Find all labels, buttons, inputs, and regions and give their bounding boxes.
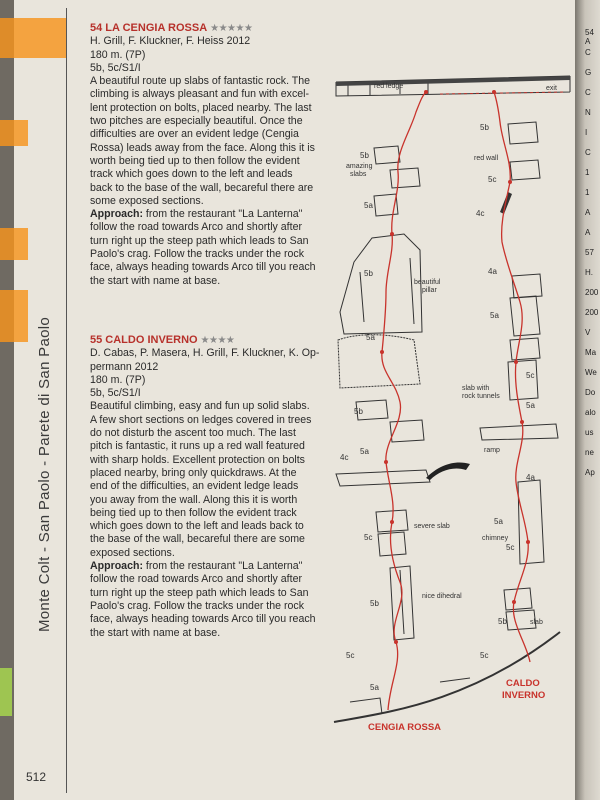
route-55-description-line: being tied up to then follow the evident track (90, 506, 297, 519)
label-slabs: slabs (350, 171, 367, 178)
route-55-description-line: which goes down to the left and leads back to (90, 520, 304, 533)
route-54-approach-line: follow the road towards Arco and shortly after (90, 221, 302, 234)
facing-page-fragment: ne (585, 448, 594, 457)
page-number: 512 (26, 770, 47, 784)
right-block (504, 588, 532, 610)
route-55-description-line: end of the difficulties, an evident ledge leads (90, 480, 299, 493)
facing-page-fragment: 57 (585, 248, 594, 257)
route-54-approach-line: Paolo's crag. Follow the tracks under the rock (90, 248, 304, 261)
route-55-description-line: with sharp holds. Excellent protection on bolts (90, 453, 305, 466)
slab-tunnels (508, 360, 538, 400)
grade-label-left: 5a (360, 447, 369, 456)
route-55-length: 180 m. (7P) (90, 373, 146, 386)
route-55-approach-line: Approach: from the restaurant "La Lanterna" (90, 560, 303, 573)
route-54-description-line: some exposed sections. (90, 194, 204, 207)
grade-label-right: 5a (490, 311, 499, 320)
route-54-stars: ★★★★★ (210, 23, 253, 34)
route-55-approach-line: the start with name at base. (90, 626, 221, 639)
facing-page-edge (583, 0, 600, 800)
grade-label-left: 5b (370, 599, 379, 608)
facing-page-fragment: C (585, 48, 591, 57)
route-54-length: 180 m. (7P) (90, 48, 146, 61)
beautiful-pillar (340, 234, 422, 334)
right-block (510, 160, 540, 180)
base-blocks (350, 678, 470, 714)
label-red-ledge: red ledge (374, 83, 404, 90)
grade-label-right: 5a (526, 401, 535, 410)
left-block (390, 168, 420, 188)
label-amazing: amazing (346, 163, 373, 170)
base-ground (334, 632, 560, 722)
label-slab-with: slab with (462, 385, 490, 392)
route-55-description-line: placed nearby, bring only quickdraws. At the (90, 466, 297, 479)
route-54-description-line: difficulties are over an evident ledge (Cengia (90, 128, 299, 141)
right-block (508, 122, 538, 144)
label-chimney: chimney (482, 535, 509, 542)
right-block (510, 296, 540, 336)
label-rock-tunnels: rock tunnels (462, 393, 500, 400)
grade-label-right: 4c (476, 209, 485, 218)
route-55-approach-line: face, always heading towards Arco till you reach (90, 613, 316, 626)
route-54-description-line: two pitches are especially beautiful. Once the (90, 115, 303, 128)
route-54-approach-line: face, always heading towards Arco till you reach (90, 261, 316, 274)
grade-label-left: 5b (364, 269, 373, 278)
route-54-description (90, 75, 322, 208)
route-55-approach-label: Approach: (90, 560, 143, 573)
grade-label-right: 5c (488, 175, 497, 184)
facing-page-fragment: Do (585, 388, 596, 397)
route-55-block (90, 334, 322, 640)
label-cengia-rossa: CENGIA ROSSA (368, 722, 442, 732)
orange-side-tab (0, 120, 28, 146)
overhang-4c (426, 463, 470, 480)
route-55-description-line: pitch is fantastic, it runs up a red wall featured (90, 440, 305, 453)
grade-label-right: 5c (506, 543, 515, 552)
grade-label-left: 4c (340, 453, 349, 462)
right-block (512, 274, 542, 298)
route-55-description (90, 400, 322, 560)
facing-page-fragment: 200 (585, 308, 599, 317)
grade-label-left: 5a (366, 333, 375, 342)
route-55-description-line: do not disturb the ascent too much. The last (90, 427, 296, 440)
grade-label-left: 5b (360, 151, 369, 160)
ledge-4c (336, 470, 430, 486)
label-inverno: INVERNO (502, 690, 546, 701)
grade-label-left: 5a (370, 683, 379, 692)
route-55-description-line: A few short sections on ledges covered in trees (90, 413, 312, 426)
route-topo-diagram (330, 62, 576, 732)
label-ramp: ramp (484, 447, 500, 454)
route-54-block (90, 22, 322, 288)
route-55-description-line: the base of the wall, becareful there are some (90, 533, 305, 546)
facing-page-fragment: C (585, 88, 591, 97)
grade-label-right: 5a (494, 517, 503, 526)
facing-page-fragment: A (585, 228, 591, 237)
facing-page-fragment: 1 (585, 168, 590, 177)
margin-rule (66, 8, 67, 793)
route-54-description-line: climbing is always pleasant and fun with excel- (90, 88, 310, 101)
route-55-authors-line: D. Cabas, P. Masera, H. Grill, F. Kluckner, K. Op- (90, 347, 320, 360)
pillar-cracks (360, 258, 414, 324)
chimney (518, 480, 544, 564)
grade-label-left: 5c (346, 651, 355, 660)
route-55-approach-line: follow the road towards Arco and shortly after (90, 573, 302, 586)
grade-label-left: 5b (354, 407, 363, 416)
route-55-grade: 5b, 5c/S1/I (90, 387, 141, 400)
facing-page-fragment: us (585, 428, 594, 437)
route-54-approach (90, 208, 322, 288)
facing-page-fragment: C (585, 148, 591, 157)
facing-page-fragment: Ap (585, 468, 595, 477)
tree-ledge (338, 335, 420, 388)
facing-page-fragment: 200 (585, 288, 599, 297)
facing-page-fragment: 54 A (585, 28, 594, 46)
facing-page-fragment: We (585, 368, 597, 377)
facing-page-fragment: N (585, 108, 591, 117)
route-54-description-line: A beautiful route up slabs of fantastic rock. The (90, 75, 311, 88)
left-block (390, 420, 424, 442)
route-54-description-line: track which goes down to the left and leads (90, 168, 293, 181)
facing-page-fragment: Ma (585, 348, 597, 357)
route-55-authors-line: permann 2012 (90, 360, 159, 373)
ramp-ledge (480, 424, 558, 440)
facing-page-fragment: I (585, 128, 588, 137)
label-pillar: pillar (422, 287, 437, 294)
route-54-title: 54 LA CENGIA ROSSA (90, 22, 208, 34)
route-55-description-line: you away from the wall. Along this it is worth (90, 493, 298, 506)
route-54-approach-line: turn right up the steep path which leads to San (90, 234, 309, 247)
route-55-description-line: exposed sections. (90, 546, 175, 559)
facing-page-fragment: V (585, 328, 591, 337)
belay-stations (380, 90, 530, 644)
route-54-approach-line: the start with name at base. (90, 274, 221, 287)
label-severe-slab: severe slab (414, 523, 450, 530)
label-slab: slab (530, 619, 543, 626)
facing-page-fragment: H. (585, 268, 593, 277)
orange-side-tab (0, 228, 28, 260)
route-55-authors (90, 347, 322, 374)
label-nice-dihedral: nice dihedral (422, 593, 462, 600)
grade-label-right: 5c (480, 651, 489, 660)
route-54-description-line: lent protection on bolts, placed nearby. The last (90, 101, 312, 114)
green-side-tab (0, 668, 12, 716)
label-red-wall: red wall (474, 155, 499, 162)
route-54-authors: H. Grill, F. Kluckner, F. Heiss 2012 (90, 35, 251, 48)
grade-label-right: 5c (526, 371, 535, 380)
grade-label-left: 5c (364, 533, 373, 542)
label-beautiful: beautiful (414, 279, 441, 286)
route-55-approach-line: Paolo's crag. Follow the tracks under the rock (90, 599, 304, 612)
grade-label-right: 4a (488, 267, 497, 276)
label-exit: exit (546, 85, 557, 92)
route-55-description-line: Beautiful climbing, easy and fun up solid slabs. (90, 400, 310, 413)
route-55-stars: ★★★★ (200, 335, 235, 346)
grade-label-right: 5b (498, 617, 507, 626)
route-55-approach-line: turn right up the steep path which leads to San (90, 586, 309, 599)
facing-page-fragment: A (585, 208, 591, 217)
grade-label-right: 4a (526, 473, 535, 482)
right-block (510, 338, 540, 360)
orange-sticky-tab (0, 18, 66, 58)
route-54-description-line: Rossa) leads away from the face. Along this it is (90, 141, 315, 154)
route-54-description-line: back to the base of the wall, becareful there are (90, 181, 314, 194)
facing-page-fragment: G (585, 68, 592, 77)
route-54-approach-label: Approach: (90, 208, 143, 221)
label-caldo: CALDO (506, 678, 540, 689)
route-54-grade: 5b, 5c/S1/I (90, 61, 141, 74)
spine-title: Monte Colt - San Paolo - Parete di San Paolo (36, 316, 53, 632)
grade-label-right: 5b (480, 123, 489, 132)
orange-side-tab (0, 290, 28, 342)
left-block (374, 146, 400, 164)
route-55-approach (90, 560, 322, 640)
route-55-title: 55 CALDO INVERNO (90, 334, 198, 346)
route-54-description-line: worth being tied up to then follow the evident (90, 154, 300, 167)
grade-label-left: 5a (364, 201, 373, 210)
route-54-approach-line: Approach: from the restaurant "La Lanterna" (90, 208, 303, 221)
facing-page-fragment: alo (585, 408, 596, 417)
facing-page-fragment: 1 (585, 188, 590, 197)
